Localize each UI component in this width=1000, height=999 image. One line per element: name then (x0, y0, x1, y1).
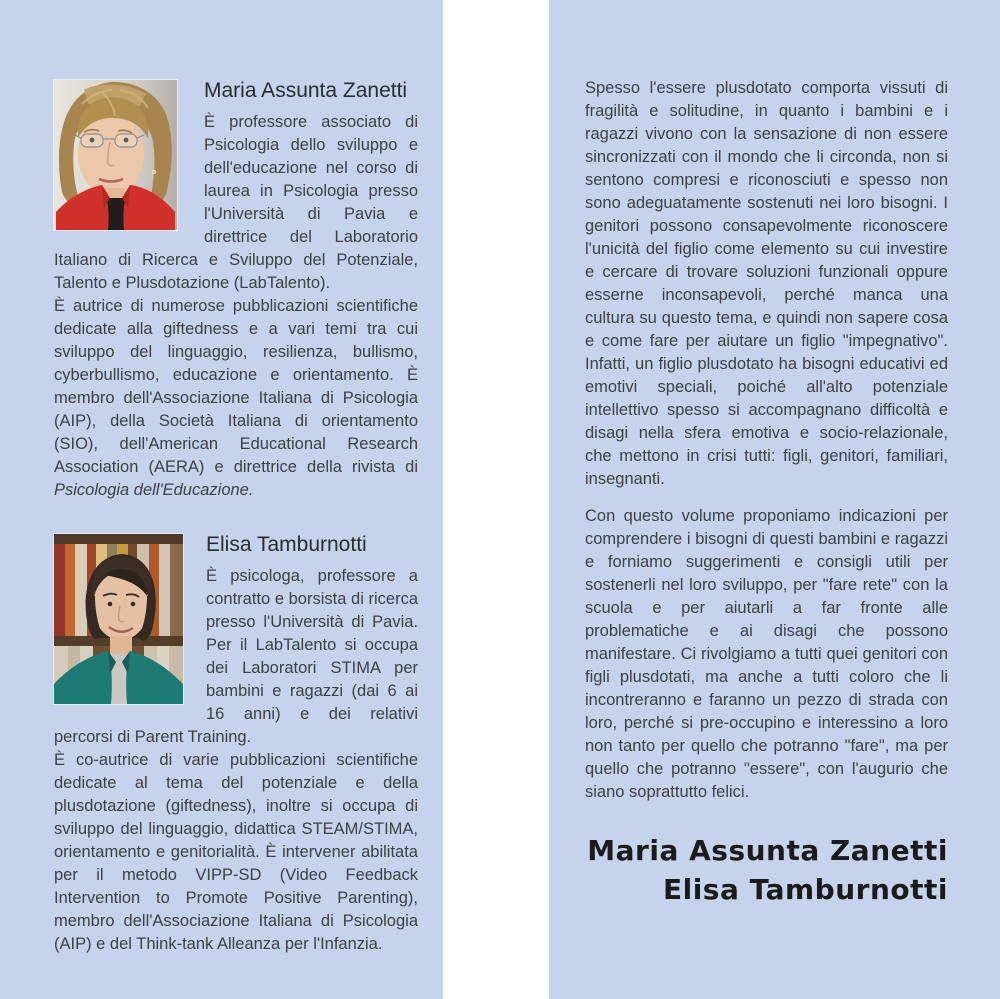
journal-title-italic: Psicologia dell'Educazione. (54, 481, 254, 499)
signature-tamburnotti: Elisa Tamburnotti (662, 873, 948, 906)
author-name-tamburnotti: Elisa Tamburnotti (206, 533, 367, 556)
author-signatures (585, 831, 948, 909)
description-paragraph-2: Con questo volume proponiamo indicazioni per comprendere i bisogni di questi bambini e ragazzi e forniamo suggerimenti e consigli utili per sostenerli nel loro sviluppo, per "fare rete" con la scuola e per aiutarli a far fronte alle problematiche e ai disagi che possono manifestare. Ci rivolgiamo a tutti quei genitori con figli plusdotati, ma anche a tutti coloro che li incontreranno e faranno un pezzo di strada con loro, perché si pre-occupino e interessino a loro non tanto per quello che potranno "fare", ma per quello che potranno "essere", con l'augurio che siano soprattutto felici. (585, 507, 948, 801)
left-flap-author-bios (0, 0, 443, 999)
author-section-zanetti (54, 78, 418, 502)
author-bio-zanetti-part2 (54, 295, 418, 502)
author-section-tamburnotti (54, 532, 418, 956)
author-photo-tamburnotti (54, 534, 183, 704)
portrait-tamburnotti-illustration (54, 534, 183, 704)
description-paragraph-1: Spesso l'essere plusdotato comporta vissuti di fragilità e solitudine, in quanto i bambini e i ragazzi vivono con la sensazione di non essere sincronizzati con il mondo che li circonda, non si sentono compresi e riconosciuti e spesso non sono adeguatamente sostenuti nei loro bisogni. I genitori possono consapevolmente riconoscere l'unicità del figlio come elemento su cui investire e cercare di trovare soluzioni funzionali oppure esserne inconsapevoli, perché manca una cultura su questo tema, e quindi non sapere cosa e come fare per aiutare un figlio "impegnativo". Infatti, un figlio plusdotato ha bisogni educativi ed emotivi speciali, poiché all'alto potenziale intellettivo spesso si accompagnano difficoltà e disagi nella sfera emotiva e socio-relazionale, che mettono in crisi tutti: figli, genitori, familiari, insegnanti. (585, 79, 948, 488)
portrait-zanetti-illustration (54, 80, 177, 230)
author-bio-zanetti-part2-text: È autrice di numerose pubblicazioni scientifiche dedicate alla giftedness e a vari temi tra cui sviluppo del linguaggio, resilienza, bullismo, cyberbullismo, educazione e orientamento. È membro dell'Associazione Italiana di Psicologia (AIP), della Società Italiana di orientamento (SIO), dell'American Educational Research Association (AERA) e direttrice della rivista di (54, 297, 418, 476)
right-flap-description (549, 0, 1000, 999)
author-bio-tamburnotti-part1: È psicologa, professore a contratto e borsista di ricerca presso l'Università di Pavia. Per il LabTalento si occupa dei Laboratori STIMA per bambini e ragazzi (dai 6 ai 16 anni) e dei relativi percorsi di Parent Training. (54, 567, 418, 746)
signature-zanetti: Maria Assunta Zanetti (587, 834, 948, 867)
author-bio-tamburnotti-part2: È co-autrice di varie pubblicazioni scientifiche dedicate al tema del potenziale e della plusdotazione (giftedness), inoltre si occupa di sviluppo del linguaggio, didattica STEAM/STIMA, orientamento e genitorialità. È intervener abilitata per il metodo VIPP-SD (Video Feedback Intervention to Promote Positive Parenting), membro dell'Associazione Italiana di Psicologia (AIP) e del Think-tank Alleanza per l'Infanzia. (54, 751, 418, 953)
author-photo-zanetti (54, 80, 177, 230)
author-name-zanetti: Maria Assunta Zanetti (204, 79, 408, 102)
author-bio-zanetti-part1: È professore associato di Psicologia dello sviluppo e dell'educazione nel corso di laurea in Psicologia presso l'Università di Pavia e direttrice del Laboratorio Italiano di Ricerca e Sviluppo del Potenziale, Talento e Plusdotazione (LabTalento). (54, 113, 418, 292)
